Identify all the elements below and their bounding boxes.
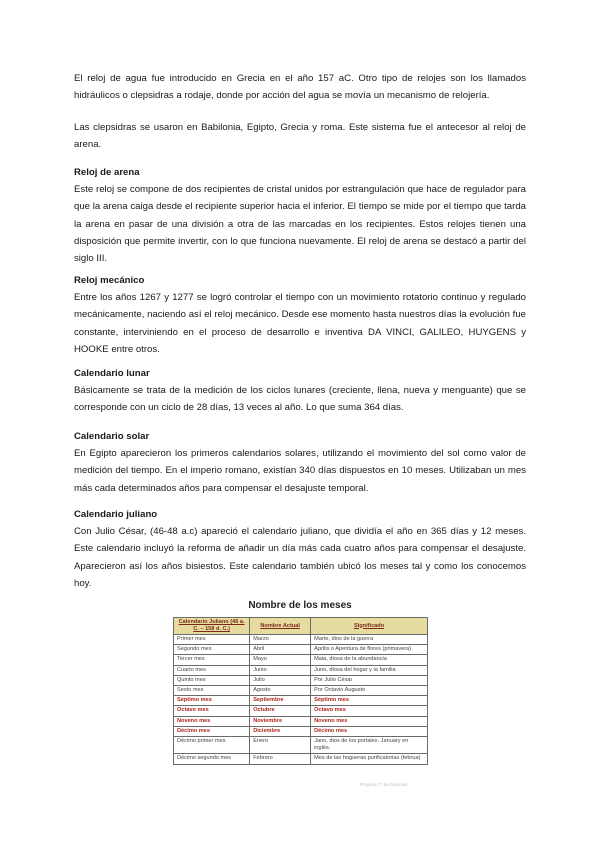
table-row (174, 716, 428, 726)
section-heading: Reloj de arena (74, 167, 140, 178)
table-row (174, 696, 428, 706)
table-header-row (174, 618, 428, 635)
table-body (174, 635, 428, 765)
paragraph-intro-1: El reloj de agua fue introducido en Grecia en el año 157 aC. Otro tipo de relojes son los llamados hidráulicos o clepsidras a rodaje, donde por acción del agua se movía un mecanismo de relojería. (74, 73, 526, 102)
table-row (174, 706, 428, 716)
header-juliano: Calendario Juliano (46 a. C. – 158 d. C.) (174, 618, 250, 635)
cell-significado: Octavo mes (311, 706, 428, 716)
cell-significado: Juno, diosa del hogar y la familia (311, 665, 428, 675)
cell-significado: Jano, dios de los portales. January en inglés. (311, 737, 428, 754)
cell-juliano: Primer mes (174, 635, 250, 645)
cell-significado: Mes de las hogueras purificatorias (februa) (311, 754, 428, 764)
cell-significado: Séptimo mes (311, 696, 428, 706)
table-row (174, 737, 428, 754)
months-table (173, 617, 428, 765)
cell-actual: Septiembre (250, 696, 311, 706)
cell-significado: Noveno mes (311, 716, 428, 726)
paragraph-intro-2: Las clepsidras se usaron en Babilonia, Egipto, Grecia y roma. Este sistema fue el antecesor al reloj de arena. (74, 122, 526, 151)
table-row (174, 686, 428, 696)
section-heading: Calendario solar (74, 431, 150, 442)
section-reloj-mecanico (74, 272, 526, 358)
cell-actual: Enero (250, 737, 311, 754)
cell-significado: Décimo mes (311, 726, 428, 736)
section-heading: Reloj mecánico (74, 275, 145, 286)
cell-actual: Abril (250, 645, 311, 655)
table-row (174, 754, 428, 764)
cell-actual: Agosto (250, 686, 311, 696)
cell-actual: Diciembre (250, 726, 311, 736)
header-significado: Significado (311, 618, 428, 635)
section-calendario-juliano (74, 506, 526, 592)
cell-significado: Marte, dios de la guerra (311, 635, 428, 645)
cell-juliano: Séptimo mes (174, 696, 250, 706)
cell-significado: Por Julio César (311, 675, 428, 685)
section-body: Con Julio César, (46-48 a.c) apareció el calendario juliano, que dividía el año en 365 días y 12 meses. Este calendario incluyó la reforma de añadir un día más cada cuatro años para compensar el desajuste. Aparecieron así los años bisiestos. Este calendario también ubicó los meses tal y como los conocemos hoy. (74, 526, 526, 589)
section-body: Básicamente se trata de la medición de los ciclos lunares (creciente, llena, nueva y menguante) que se corresponde con un ciclo de 28 días, 13 veces al año. Lo que suma 364 días. (74, 385, 526, 414)
cell-juliano: Sexto mes (174, 686, 250, 696)
cell-actual: Noviembre (250, 716, 311, 726)
cell-juliano: Octavo mes (174, 706, 250, 716)
section-calendario-solar (74, 428, 526, 497)
cell-significado: Aprilis o Aperitura de flores (primavera) (311, 645, 428, 655)
cell-actual: Julio (250, 675, 311, 685)
table-row (174, 655, 428, 665)
cell-actual: Marzo (250, 635, 311, 645)
cell-significado: Por Octavio Augusto (311, 686, 428, 696)
table-row (174, 645, 428, 655)
cell-juliano: Quinto mes (174, 675, 250, 685)
cell-actual: Mayo (250, 655, 311, 665)
cell-actual: Junio (250, 665, 311, 675)
section-heading: Calendario juliano (74, 509, 158, 520)
table-row (174, 675, 428, 685)
section-body: Entre los años 1267 y 1277 se logró controlar el tiempo con un movimiento rotatorio continuo y regulado mecánicamente, naciendo así el reloj mecánico. Desde ese momento hasta nuestros días la evolución fue constante, interviniendo en el proceso de desarrollo e inventiva DA VINCI, GALILEO, HUYGENS y HOOKE entre otros. (74, 292, 526, 355)
table-row (174, 665, 428, 675)
cell-significado: Maia, diosa de la abundancia (311, 655, 428, 665)
watermark: Proyecto T. de Ciencias (360, 782, 408, 787)
table-row (174, 635, 428, 645)
table-title: Nombre de los meses (248, 600, 352, 611)
cell-juliano: Cuarto mes (174, 665, 250, 675)
cell-juliano: Segundo mes (174, 645, 250, 655)
cell-actual: Octubre (250, 706, 311, 716)
table-row (174, 726, 428, 736)
section-body: Este reloj se compone de dos recipientes de cristal unidos por estrangulación que hace de regulador para que la arena caiga desde el recipiente superior hacia el inferior. El tiempo se mide por el tiempo que tarda la arena en pasar de una división a otra de las marcadas en los recipientes. Estos relojes tienen una disposición que permite invertir, con lo que funciona nuevamente. El reloj de arena se destacó a partir del siglo III. (74, 184, 526, 265)
section-reloj-arena (74, 164, 526, 267)
section-calendario-lunar (74, 365, 526, 417)
cell-juliano: Décimo primer mes (174, 737, 250, 754)
cell-juliano: Noveno mes (174, 716, 250, 726)
header-actual: Nombre Actual (250, 618, 311, 635)
section-heading: Calendario lunar (74, 368, 150, 379)
cell-juliano: Tercer mes (174, 655, 250, 665)
cell-actual: Febrero (250, 754, 311, 764)
cell-juliano: Décimo mes (174, 726, 250, 736)
cell-juliano: Décimo segundo mes (174, 754, 250, 764)
section-body: En Egipto aparecieron los primeros calendarios solares, utilizando el movimiento del sol como valor de medición del tiempo. En el imperio romano, existían 340 días dispuestos en 10 meses. Utilizaban un mes más cada determinados años para compensar el desajuste temporal. (74, 448, 526, 494)
